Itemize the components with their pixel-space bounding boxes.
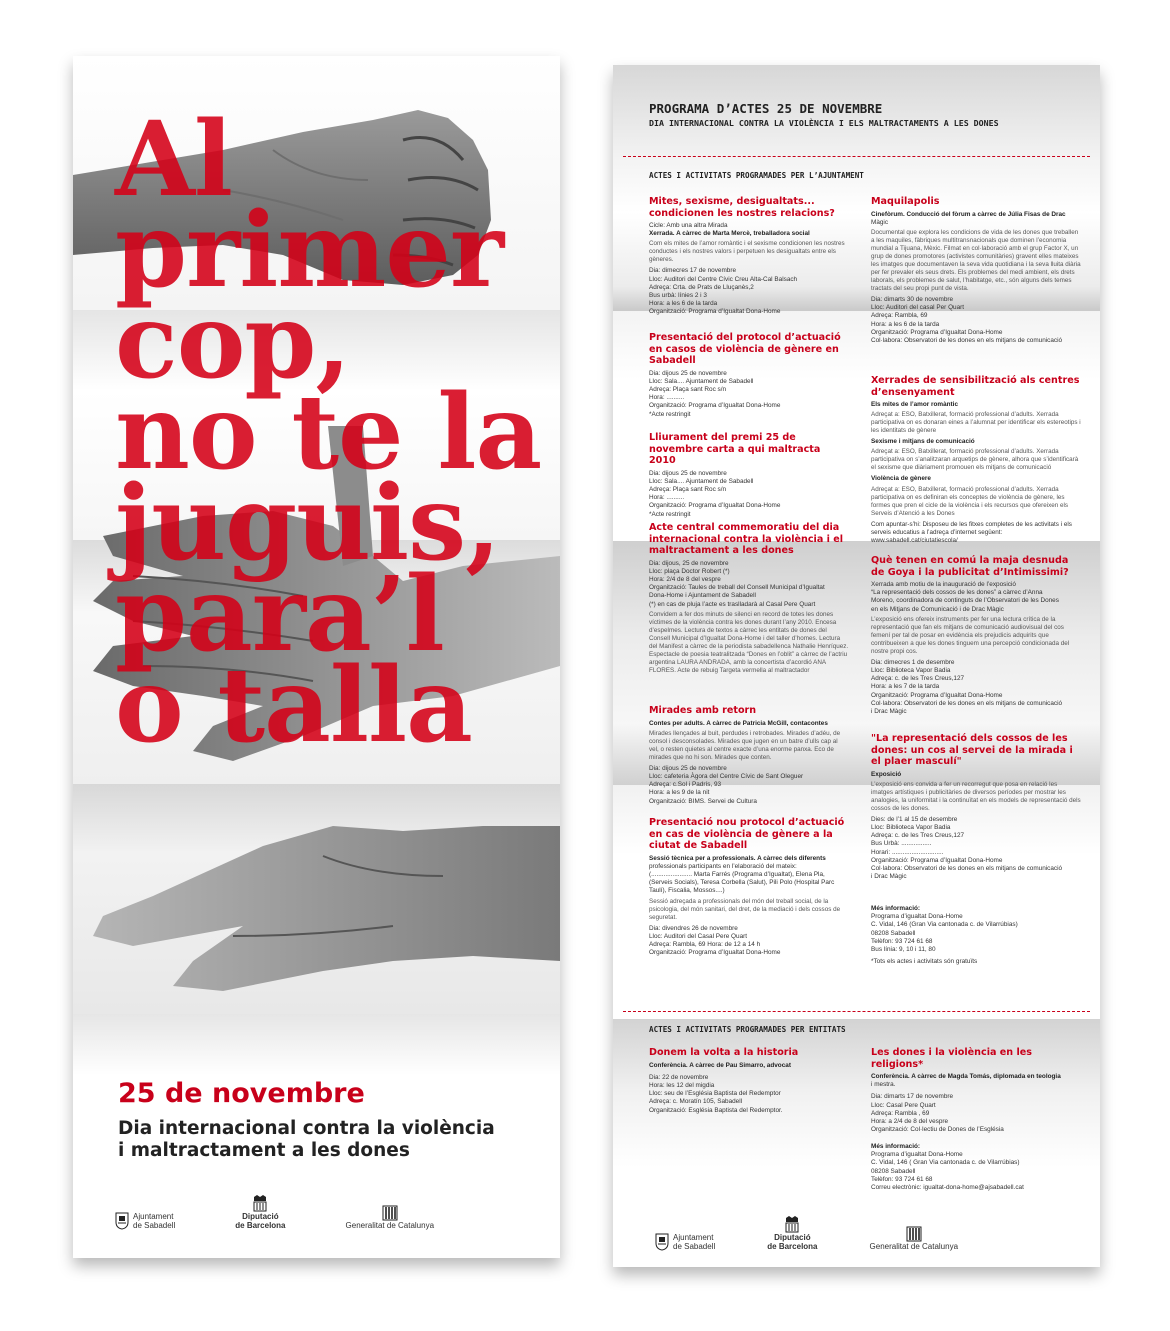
- event-desc: L’exposició ens convida a fer un recorregut que posa en relació les imatges artístiques i publicitàries de diversos períodes per mostrar les analogies, la uniformitat i la continuïtat en els models de representació dels cossos de les dones.: [871, 780, 1081, 812]
- event-title: Lliurament del premi 25 de novembre carta a qui maltracta 2010: [649, 432, 821, 466]
- event-detail: Organització: Col·lectiu de Dones de l’Església: [871, 1126, 1004, 1134]
- event-detail: Lloc: plaça Doctor Robert (*): [649, 567, 730, 575]
- event-line: (....................... Marta Farrés (Programa d’Igualtat), Elena Pla,: [649, 870, 825, 878]
- diputacio-crest-icon: [252, 1194, 268, 1212]
- event-line: Xerrada. A càrrec de Marta Mercè, treballadora social: [649, 230, 810, 238]
- logo-text: de Sabadell: [673, 1242, 716, 1251]
- sabadell-logo: [115, 1212, 175, 1230]
- event-detail: Dies: de l’1 al 15 de desembre: [871, 815, 958, 823]
- event-detail: Organització: BIMS. Servei de Cultura: [649, 797, 757, 805]
- event-title: Les dones i la violència en les religions*: [871, 1047, 1032, 1070]
- event-line: (Serveis Socials), Teresa Corbella (Salut), Pili Polo (Hospital Parc: [649, 879, 835, 887]
- scissors-hand-image: [73, 786, 560, 1016]
- info-block: [871, 1143, 1081, 1192]
- event-block-head: Sexisme i mitjans de comunicació: [871, 438, 975, 446]
- event-detail: Lloc: Auditori del casal Per Quart: [871, 304, 965, 312]
- info-line: Correu electrònic: igualtat-dona-home@ajsabadell.cat: [871, 1184, 1024, 1192]
- event-detail: Organització: Programa d’Igualtat Dona-Home: [649, 949, 781, 957]
- event-desc: Documental que explora les condicions de vida de les dones que treballen a les maquiles, fàbriques multitransnacionals que dominen l’economia mundial a Tijuana, Mèxic. Filmat en col·laboració amb el grup Factor X, un grup de dones promotores (activistes comunitàries) gravent elles mateixes les imatges que documentaven la seva vida quotidiana i la seva lluita diària per fer prevaler els seus drets. Els problemes del medi ambient, els drets laborals, els problemes de salut, l’habitatge, etc., són alguns dels temes tractats del seu propi punt de vista.: [871, 228, 1081, 292]
- event-block-text: Adreçat a: ESO, Batxillerat, formació professional d’adults. Xerrada participativa on es definiran els conceptes de violència de gènere, les formes que pren el cicle de la violència i els recursos que ofereixen els Serveis d’Atenció a les Dones: [871, 485, 1069, 517]
- logo-text: Diputació: [774, 1233, 811, 1242]
- slogan-line: para’l: [115, 554, 444, 675]
- event-line: Moreno, coordinadora de continguts de l’Observatori de les Dones: [871, 597, 1059, 605]
- event-detail: Col·labora: Observatori de les dones en els mitjans de comunicació: [871, 699, 1063, 707]
- event-line: i mestra.: [871, 1081, 896, 1089]
- slogan-line: no te la: [115, 372, 542, 493]
- event-foot: Com apuntar-s’hi: Disposeu de les fitxes completes de les activitats i els serveis educatius a l’adreça d’internet següent: www.sabadell.cat/ciutatiescola/: [871, 520, 1072, 544]
- info-line: C. Vidal, 146 ( Gran Via cantonada c. de Vilarrúbias): [871, 1159, 1020, 1167]
- event-title: Mites, sexisme, desigualtats... condicionen les nostres relacions?: [649, 196, 835, 219]
- leaflet-subtitle: DIA INTERNACIONAL CONTRA LA VIOLÈNCIA I ELS MALTRACTAMENTS A LES DONES: [649, 118, 999, 128]
- info-line: Programa d’igualtat Dona-Home: [871, 913, 963, 921]
- event-desc: Sessió adreçada a professionals del món del treball social, de la psicologia, del món sanitari, del dret, de la mediació i dels cossos de seguretat.: [649, 897, 841, 921]
- sabadell-shield-icon: [655, 1233, 669, 1251]
- event-detail: Bus urbà: línies 2 i 3: [649, 292, 707, 300]
- diputacio-logo: [235, 1194, 285, 1230]
- event-mirades: [649, 705, 849, 806]
- sabadell-logo: [655, 1233, 715, 1251]
- event-detail: Adreça: c. Moratín 105, Sabadell: [649, 1098, 743, 1106]
- event-detail: Dia: dimarts 17 de novembre: [871, 1093, 954, 1101]
- generalitat-stripes-icon: [382, 1205, 398, 1221]
- info-line: Telèfon: 93 724 61 68: [871, 937, 933, 945]
- event-detail: Organització: Programa d’Igualtat Dona-Home: [649, 402, 781, 410]
- event-religions: [871, 1047, 1081, 1134]
- event-line: Conferència. A càrrec de Pau Simarro, advocat: [649, 1061, 791, 1069]
- event-detail: i Drac Màgic: [871, 873, 907, 881]
- event-detail: Col·labora: Observatori de les dones en els mitjans de comunicació: [871, 336, 1063, 344]
- info-line: 08208 Sabadell: [871, 929, 916, 937]
- event-detail: Hora: ..........: [649, 494, 685, 502]
- event-protocol: [649, 332, 849, 419]
- event-line: Exposició: [871, 770, 902, 778]
- event-desc: L’exposició ens ofereix instruments per fer una lectura crítica de la representació que fan els mitjans de comunicació audiovisual del cos femení per tal de posar en evidència els prejudicis adquirits que contribueixen a que les dones tinguem una percepció condicionada del nostre propi cos.: [871, 615, 1070, 655]
- event-detail: Adreça: Plaça sant Roc s/n: [649, 385, 727, 393]
- section-heading: ACTES I ACTIVITATS PROGRAMADES PER L’AJUNTAMENT: [649, 171, 864, 180]
- event-detail: Adreça: Rambla , 69: [871, 1109, 930, 1117]
- event-nou-protocol: [649, 817, 849, 957]
- event-detail: Dia: dijous 25 de novembre: [649, 369, 727, 377]
- subtitle-line: i maltractament a les dones: [118, 1140, 410, 1161]
- info-line: Més informació:: [871, 1143, 921, 1150]
- poster-subtitle: [118, 1118, 548, 1162]
- info-line: Programa d’igualtat Dona-Home: [871, 1151, 963, 1159]
- event-line: professionals participants en l’elaboració del mateix:: [649, 862, 797, 870]
- event-desc: Convidem a fer dos minuts de silenci en record de totes les dones víctimes de la violència contra les dones durant l’any 2010. Encesa d’espelmes. Lectura de textos a càrrec les entitats de dones del Consell Municipal d’Igualtat Dona-Home i del taller d’homes. Lectura del Manifest a càrrec de la periodista sabadellenca Nathalie Henríquez. Espectacle de poesia teatralitzada “Dones en l’oblit” a càrrec de l’actriu argentina LAURA ANDRADA, amb la concertista d’acordió ANA FLORES. Acte de rebuig Targeta vermella al maltractador: [649, 610, 849, 674]
- event-detail: Adreça: Plaça sant Roc s/n: [649, 485, 727, 493]
- event-detail: Lloc: Sala.... Ajuntament de Sabadell: [649, 477, 754, 485]
- slogan-line: o talla: [115, 645, 472, 766]
- logo-text: Generalitat de Catalunya: [869, 1242, 959, 1251]
- event-detail: Lloc: Biblioteca Vapor Badia: [871, 667, 951, 675]
- dashed-divider: [623, 156, 1090, 157]
- event-line: Xerrada amb motiu de la inauguració de l’exposició: [871, 581, 1016, 588]
- event-detail: Lloc: Sala.... Ajuntament de Sabadell: [649, 377, 754, 385]
- event-detail: Hora: a 2/4 de 8 del vespre: [871, 1118, 949, 1126]
- poster: [73, 56, 560, 1258]
- event-desc: Com els mites de l’amor romàntic i el sexisme condicionen les nostres conductes i els nostres valors i perpetuen les desigualtats entre els gèneres.: [649, 240, 845, 264]
- info-line: Més informació:: [871, 905, 921, 912]
- event-line: en els Mitjans de Comunicació i de Drac Màgic: [871, 605, 1004, 613]
- generalitat-stripes-icon: [906, 1226, 922, 1242]
- event-mites: [649, 196, 849, 317]
- event-detail: Dia: divendres 26 de novembre: [649, 924, 738, 932]
- event-detail: Hora: a les 9 de la nit: [649, 789, 710, 797]
- poster-logos: [115, 1194, 434, 1230]
- event-line: Conferència. A càrrec de Magda Tomás, diplomada en teologia: [871, 1073, 1061, 1080]
- event-detail: Col·labora: Observatori de les dones en els mitjans de comunicació: [871, 864, 1063, 872]
- event-detail: Adreça: Crta. de Prats de Lluçanès,2: [649, 283, 754, 291]
- section-heading: ACTES I ACTIVITATS PROGRAMADES PER ENTITATS: [649, 1025, 846, 1034]
- event-goya: [871, 555, 1081, 716]
- sabadell-shield-icon: [115, 1212, 129, 1230]
- event-title: Donem la volta a la historia: [649, 1047, 799, 1058]
- generalitat-logo: [346, 1205, 435, 1230]
- event-detail: Dia: 22 de novembre: [649, 1073, 709, 1081]
- event-block-head: Els mites de l’amor romàntic: [871, 401, 959, 408]
- slogan-line: cop,: [115, 281, 351, 402]
- diputacio-logo: [767, 1215, 817, 1251]
- event-detail: *Acte restringit: [649, 410, 691, 418]
- event-detail: Organització: Taules de treball del Consell Municipal d’Igualtat: [649, 584, 825, 592]
- event-detail: Adreça: c.Sol i Padrís, 93: [649, 781, 722, 789]
- event-line: “La representació dels cossos de les dones” a càrrec d’Anna: [871, 589, 1043, 597]
- slogan-line: Al: [115, 99, 233, 220]
- event-title: "La representació dels cossos de les dones: un cos al servei de la mirada i el plaer masculí": [871, 733, 1073, 767]
- logo-text: de Sabadell: [133, 1221, 176, 1230]
- slogan-line: primer: [115, 190, 504, 311]
- info-block: [871, 905, 1081, 966]
- event-detail: Organització: Programa d’Igualtat Dona-Home: [649, 308, 781, 316]
- event-detail: Organització: Programa d’Igualtat Dona-Home: [871, 691, 1003, 699]
- event-title: Acte central commemoratiu del dia internacional contra la violència i el maltractament a les dones: [649, 522, 844, 556]
- event-detail: Dona-Home i Ajuntament de Sabadell: [649, 592, 756, 600]
- event-title: Presentació del protocol d’actuació en casos de violència de gènere en Sabadell: [649, 332, 841, 366]
- event-exposicio: [871, 733, 1081, 881]
- event-line: Cicle: Amb una altra Mirada: [649, 222, 728, 229]
- leaflet-title: PROGRAMA D’ACTES 25 DE NOVEMBRE: [649, 101, 883, 116]
- event-detail: Adreça: c. de les Tres Creus,127: [871, 832, 965, 840]
- event-detail: Organització: Església Baptista del Redemptor.: [649, 1106, 783, 1114]
- event-detail: Hora: a les 7 de la tarda: [871, 683, 940, 691]
- event-xerrades: [871, 375, 1081, 548]
- event-title: Mirades amb retorn: [649, 705, 757, 716]
- dashed-divider: [623, 1011, 1090, 1012]
- event-detail: Organització: Programa d’Igualtat Dona-Home: [871, 856, 1003, 864]
- logo-text: Ajuntament: [133, 1212, 174, 1221]
- event-maquilapolis: [871, 196, 1081, 345]
- info-line: C. Vidal, 146 (Gran Via cantonada c. de Vilarrúbias): [871, 921, 1018, 929]
- event-title: Xerrades de sensibilització als centres d’ensenyament: [871, 375, 1080, 398]
- event-detail: Organització: Programa d’Igualtat Dona-Home: [871, 328, 1003, 336]
- event-detail: *Acte restringit: [649, 510, 691, 518]
- event-detail: Hora: 2/4 de 8 del vespre: [649, 575, 721, 583]
- event-detail: Dia: dimarts 30 de novembre: [871, 295, 954, 303]
- event-block-head: Violència de gènere: [871, 475, 931, 483]
- event-line: Contes per adults. A càrrec de Patricia McGill, contacontes: [649, 719, 828, 727]
- event-line: Cinefòrum. Conducció del fòrum a càrrec de Júlia Fisas de Drac: [871, 210, 1066, 218]
- info-line: *Tots els actes i activitats són gratuïts: [871, 958, 978, 966]
- event-detail: Hora: a les 6 de la tarda: [871, 320, 940, 328]
- event-line: Sessió tècnica per a professionals. A càrrec dels diferents: [649, 854, 826, 862]
- event-detail: Adreça: Rambla, 69 Hora: de 12 a 14 h: [649, 940, 761, 948]
- event-block-text: Adreçat a: ESO, Batxillerat, formació professional d’adults. Xerrada participativa on es donaran eines a l’alumnat per identificar els estereotips i les identitats de gènere: [871, 411, 1081, 435]
- diputacio-crest-icon: [784, 1215, 800, 1233]
- event-line: Màgic: [871, 218, 889, 226]
- event-detail: Bus Urbà: .................: [871, 840, 932, 848]
- event-detail: Dia: dimecres 1 de desembre: [871, 658, 955, 666]
- program-leaflet: [613, 65, 1100, 1267]
- event-desc: Mirades llençades al buit, perdudes i retrobades. Mirades d’adéu, de consol i desconsolades. Mirades que jugen en un batre d’ulls cap al vel, o resten quietes al centre exacte d’una enorme panxa. Eco de mirades que no hi son. Mirades que conten.: [649, 729, 841, 761]
- generalitat-logo: [870, 1226, 959, 1251]
- event-detail: Lloc: Auditori del Casal Pere Quart: [649, 932, 748, 940]
- logo-text: de Barcelona: [235, 1221, 286, 1230]
- event-detail: Hora: les 12 del migdia: [649, 1081, 715, 1089]
- event-premi: [649, 432, 849, 519]
- slogan-line: juguis,: [115, 463, 501, 584]
- event-detail: Lloc: seu de l’Església Baptista del Redemptor: [649, 1090, 781, 1098]
- logo-text: Diputació: [242, 1212, 279, 1221]
- poster-date: 25 de novembre: [118, 1078, 365, 1109]
- event-detail: Lloc: cafeteria Àgora del Centre Cívic de Sant Oleguer: [649, 772, 804, 780]
- event-detail: (*) en cas de pluja l’acte es traslladarà al Casal Pere Quart: [649, 600, 816, 608]
- subtitle-line: Dia internacional contra la violència: [118, 1118, 495, 1139]
- event-detail: Lloc: Biblioteca Vapor Badia: [871, 823, 951, 831]
- info-line: Bus línia: 9, 10 i 11, 80: [871, 946, 936, 954]
- event-line: Taulí), Fiscalia, Mossos....): [649, 887, 725, 895]
- leaflet-logos: [655, 1215, 958, 1251]
- info-line: 08208 Sabadell: [871, 1167, 916, 1175]
- event-detail: Adreça: Rambla, 69: [871, 312, 928, 320]
- logo-text: de Barcelona: [767, 1242, 818, 1251]
- event-detail: Dia: dijous, 25 de novembre: [649, 559, 729, 567]
- event-detail: Hora: a les 6 de la tarda: [649, 300, 718, 308]
- event-detail: Adreça: c. de les Tres Creus,127: [871, 675, 965, 683]
- event-detail: Horari: .............................: [871, 848, 944, 856]
- logo-text: Ajuntament: [673, 1233, 714, 1242]
- event-detail: Dia: dijous 25 de novembre: [649, 764, 727, 772]
- logo-text: Generalitat de Catalunya: [345, 1221, 435, 1230]
- event-donem-volta: [649, 1047, 849, 1115]
- event-detail: Lloc: Casal Pere Quart: [871, 1101, 936, 1109]
- event-acte-central: [649, 522, 849, 678]
- event-title: Què tenen en comú la maja desnuda de Goya i la publicitat d’Intimissimi?: [871, 555, 1069, 578]
- event-detail: Organització: Programa d’Igualtat Dona-Home: [649, 502, 781, 510]
- poster-slogan: [115, 99, 555, 766]
- event-block-text: Adreçat a: ESO, Batxillerat, formació professional d’adults. Xerrada participativa on s’analitzaran arquetips de gènere, alhora que s’identificarà el sexisme que diàriament promouen els mitjans de comunicació: [871, 448, 1079, 472]
- event-detail: Lloc: Auditori del Centre Cívic Creu Alta-Cal Balsach: [649, 275, 798, 283]
- event-title: Presentació nou protocol d’actuació en cas de violència de gènere a la ciutat de Sabadell: [649, 817, 845, 851]
- event-detail: Dia: dimecres 17 de novembre: [649, 267, 737, 275]
- event-title: Maquilapolis: [871, 196, 940, 207]
- event-detail: Dia: dijous 25 de novembre: [649, 469, 727, 477]
- event-detail: Hora: ..........: [649, 394, 685, 402]
- info-line: Telèfon: 93 724 61 68: [871, 1175, 933, 1183]
- event-detail: i Drac Màgic: [871, 708, 907, 716]
